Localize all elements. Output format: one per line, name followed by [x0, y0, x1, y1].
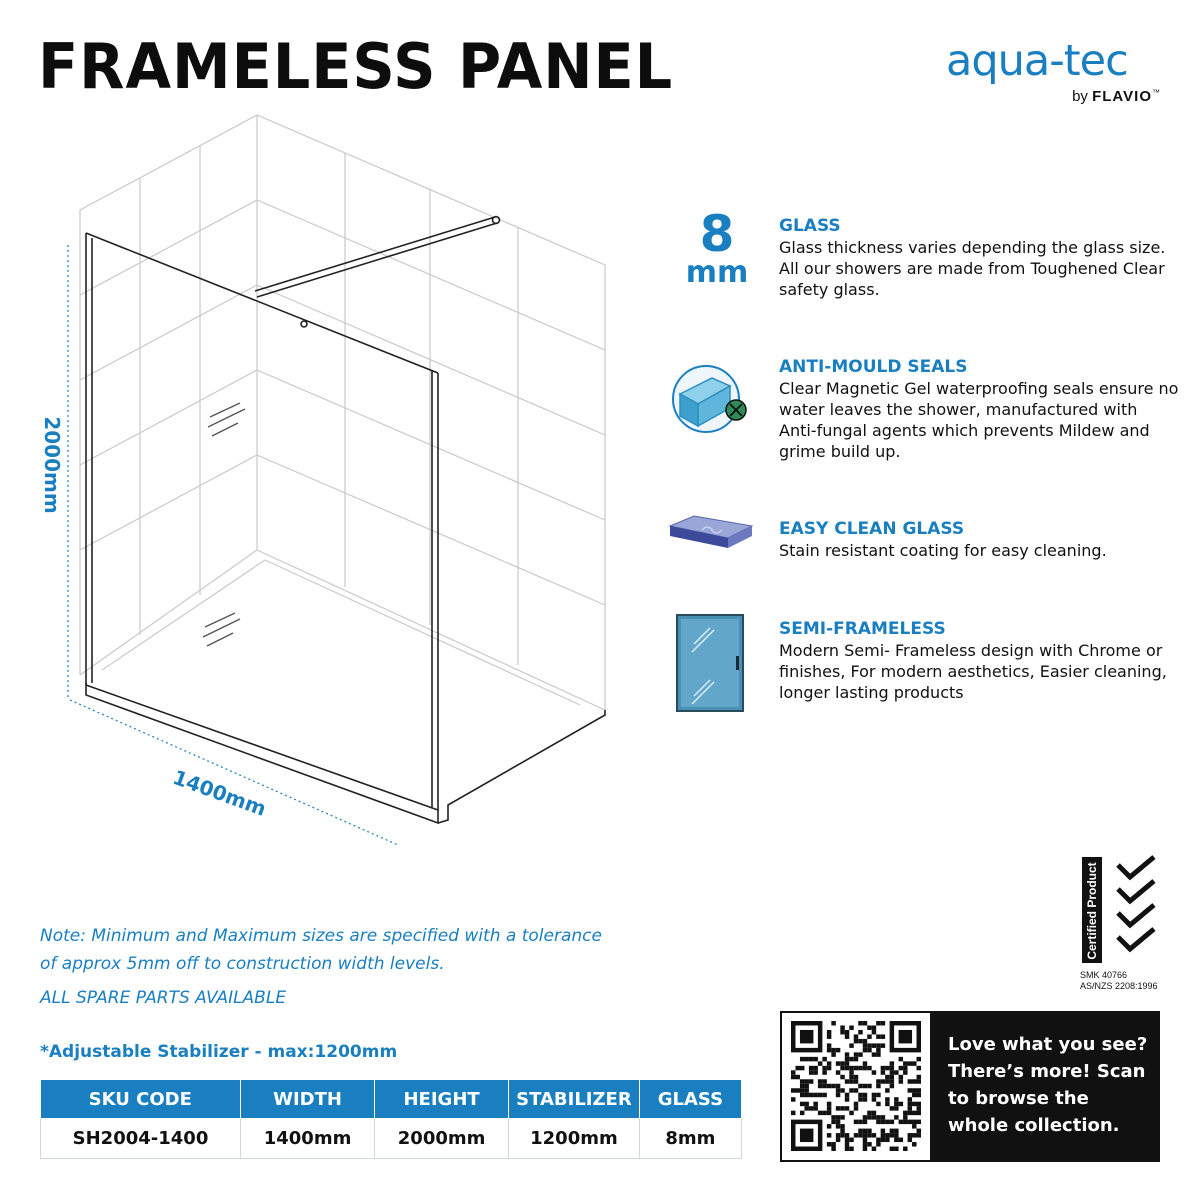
glass-cell: 8mm: [639, 1118, 741, 1159]
qr-code[interactable]: [791, 1021, 921, 1151]
stabilizer-cell: 1200mm: [509, 1118, 640, 1159]
column-header: WIDTH: [241, 1080, 375, 1118]
feature-glass: [779, 216, 1179, 300]
qr-call-to-action: [948, 1031, 1153, 1139]
brand-subline: [1072, 88, 1160, 105]
tolerance-note: [40, 922, 640, 978]
width-dimension-label: 1400mm: [169, 765, 270, 821]
spare-parts-note: ALL SPARE PARTS AVAILABLE: [40, 988, 287, 1008]
column-header: GLASS: [639, 1080, 741, 1118]
feature-easy-clean-glass: [779, 519, 1179, 561]
feature-heading: EASY CLEAN GLASS: [779, 519, 965, 539]
seal-icon: [670, 364, 752, 434]
brand-maker: FLAVIO: [1092, 88, 1152, 105]
dimension-lines: [68, 245, 398, 845]
shower-diagram: [40, 105, 620, 850]
feature-heading: GLASS: [779, 216, 841, 236]
tolerance-note-line: of approx 5mm off to construction width levels.: [40, 954, 445, 974]
qr-code-area: [782, 1013, 930, 1160]
brand-name: aqua-tec: [946, 36, 1128, 86]
page-title: FRAMELESS PANEL: [38, 30, 674, 103]
column-header: STABILIZER: [509, 1080, 640, 1118]
glass-reflection-marks: [203, 403, 245, 646]
feature-heading: SEMI-FRAMELESS: [779, 619, 946, 639]
tolerance-note-line: Note: Minimum and Maximum sizes are specified with a tolerance: [40, 926, 602, 946]
feature-heading: ANTI-MOULD SEALS: [779, 357, 968, 377]
certification-badge: [1080, 855, 1160, 991]
glass-thickness-number: 8: [699, 205, 735, 263]
qr-text-line: Love what you see?: [948, 1034, 1148, 1055]
stabilizer-bar: [255, 217, 500, 328]
brand-logo: [946, 36, 1160, 105]
column-header: SKU CODE: [41, 1080, 241, 1118]
qr-text-line: whole collection.: [948, 1115, 1120, 1136]
feature-semi-frameless: [779, 619, 1179, 703]
feature-anti-mould-seals: [779, 357, 1179, 462]
glass-thickness-icon: [672, 205, 762, 290]
width-cell: 1400mm: [241, 1118, 375, 1159]
qr-panel: [780, 1011, 1160, 1162]
certification-standard: AS/NZS 2208:1996: [1080, 981, 1158, 991]
stabilizer-note: *Adjustable Stabilizer - max:1200mm: [40, 1042, 398, 1062]
feature-text: Stain resistant coating for easy cleaning.: [779, 541, 1107, 560]
easy-clean-glass-icon: [664, 512, 756, 554]
brand-trademark: ™: [1152, 88, 1160, 97]
qr-text-line: to browse the: [948, 1088, 1089, 1109]
height-dimension-label: 2000mm: [40, 416, 64, 514]
column-header: HEIGHT: [375, 1080, 509, 1118]
feature-text: Modern Semi- Frameless design with Chrome or finishes, For modern aesthetics, Easier cleaning, longer lasting products: [779, 641, 1167, 702]
glass-panel-icon: [676, 614, 744, 712]
feature-text: Glass thickness varies depending the glass size. All our showers are made from Toughened Clear safety glass.: [779, 238, 1166, 299]
qr-text-line: There’s more! Scan: [948, 1061, 1146, 1082]
brand-by: by: [1072, 88, 1088, 105]
certification-codes: [1080, 970, 1158, 992]
table-row: [41, 1118, 742, 1159]
glass-thickness-unit: mm: [685, 255, 749, 290]
spec-table-header-row: [41, 1080, 742, 1118]
spec-table: [40, 1080, 742, 1159]
certified-product-label: Certified Product: [1085, 862, 1099, 960]
certification-code: SMK 40766: [1080, 970, 1128, 980]
feature-text: Clear Magnetic Gel waterproofing seals ensure no water leaves the shower, manufactured with Anti-fungal agents which prevents Mildew and grime build up.: [779, 379, 1179, 461]
tile-grid: [80, 115, 605, 710]
sku-cell: SH2004-1400: [41, 1118, 241, 1159]
height-cell: 2000mm: [375, 1118, 509, 1159]
